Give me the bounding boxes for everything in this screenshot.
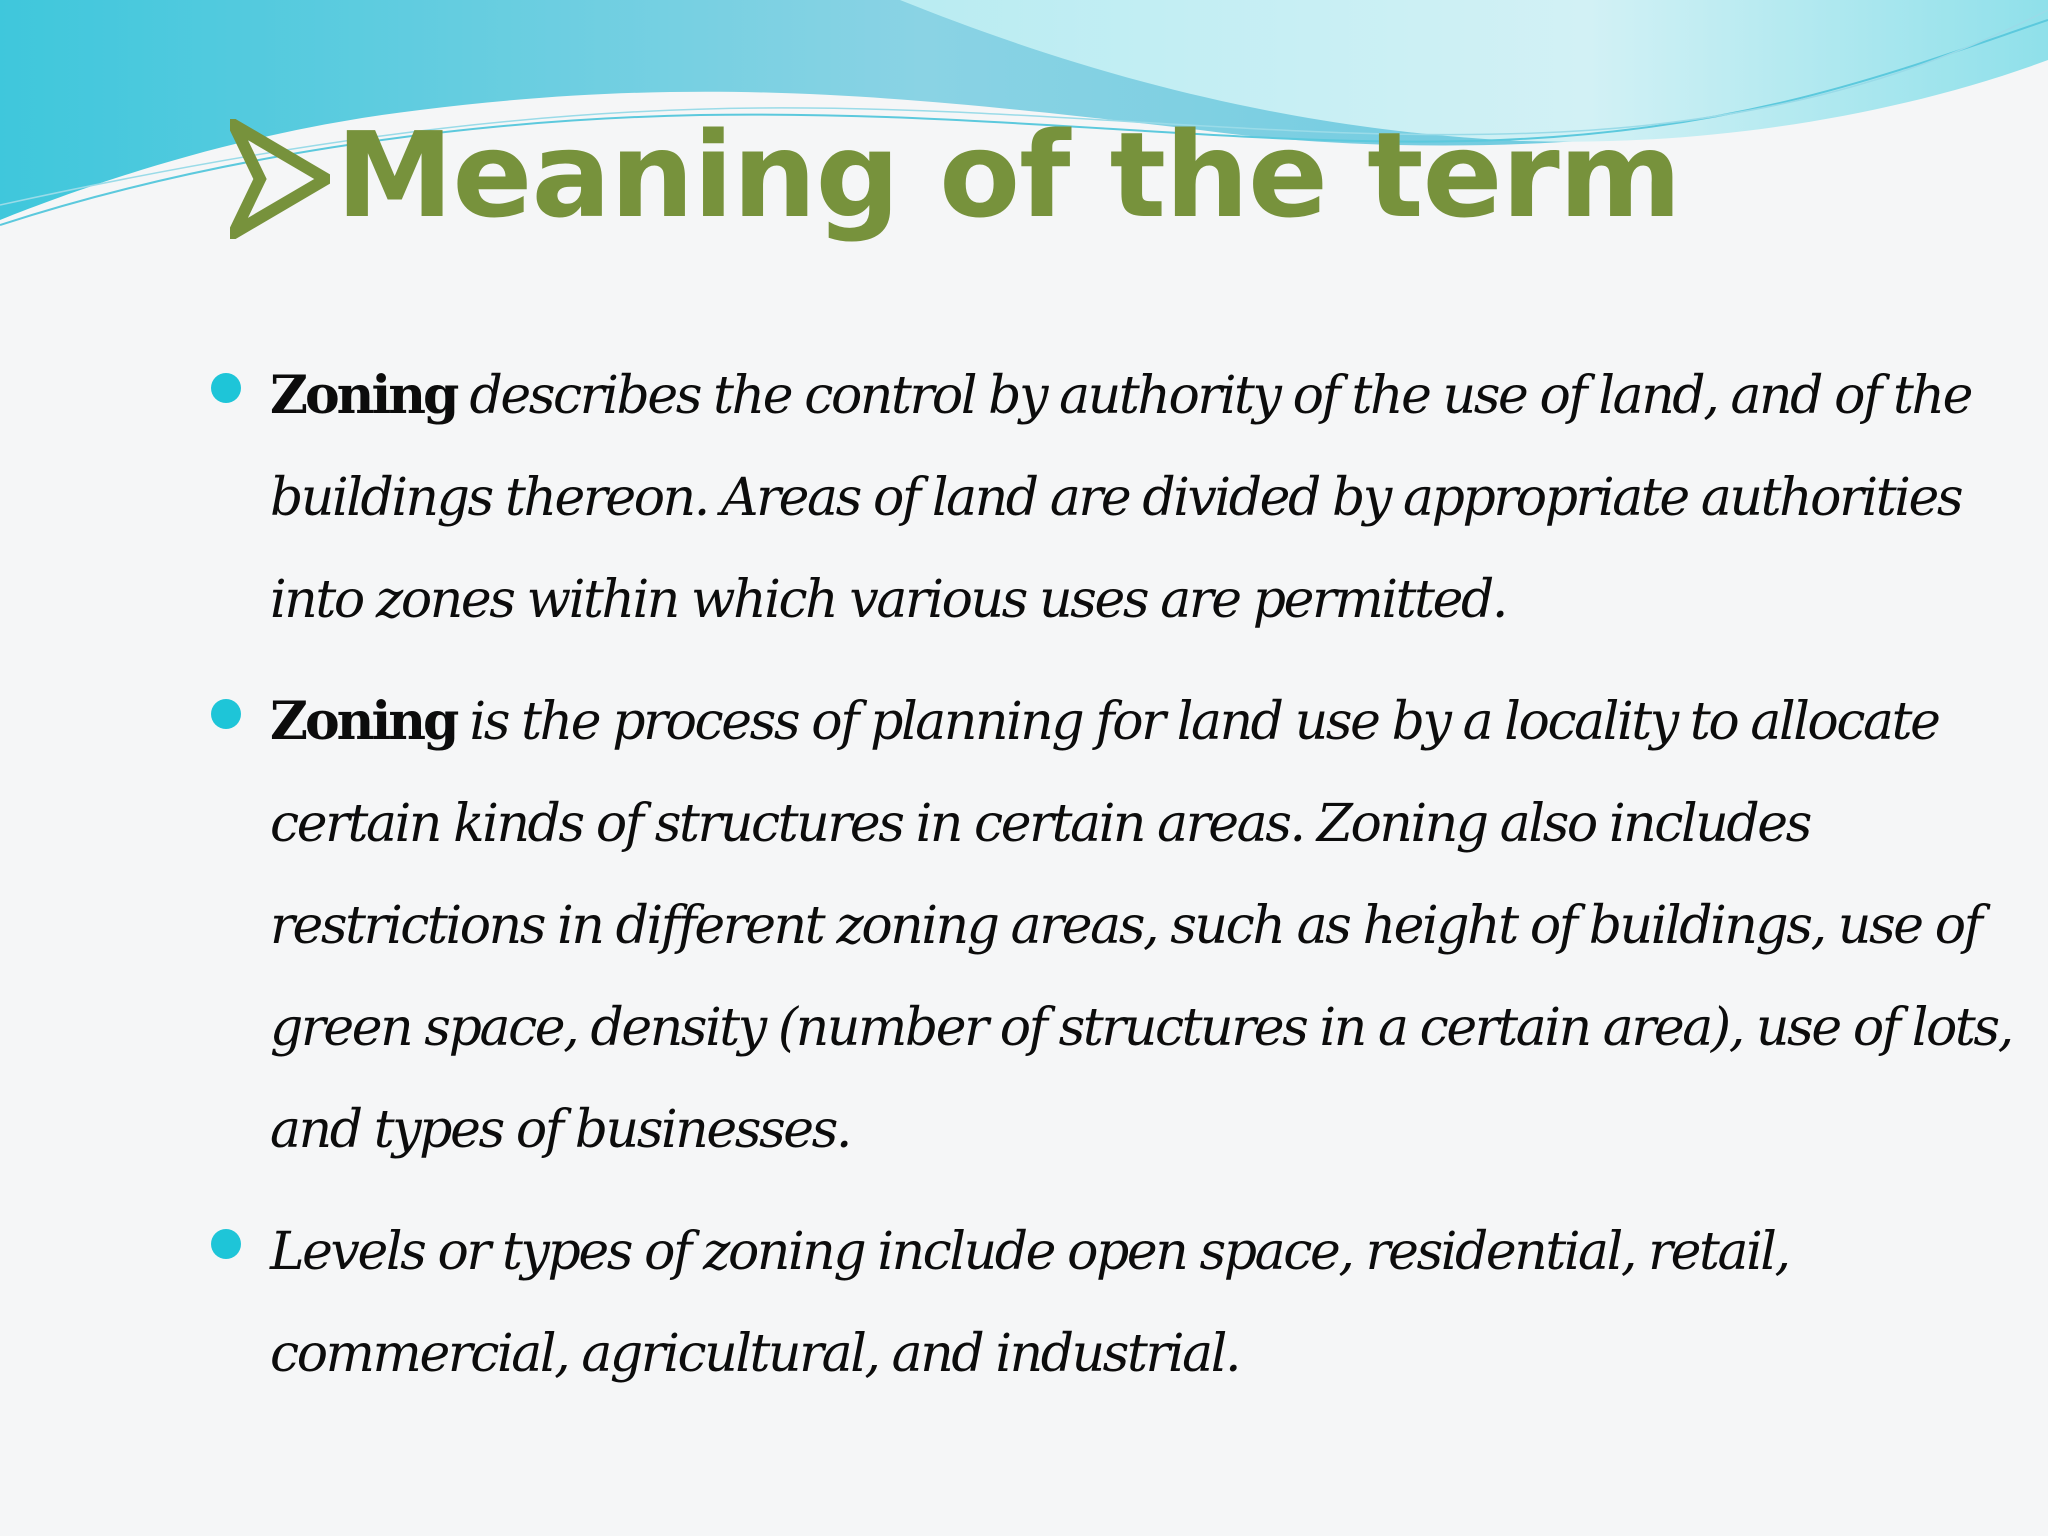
bullet-term: Zoning [270,691,457,752]
bullet-text [270,1201,2035,1405]
bullet-text [270,671,2035,1181]
list-item [205,1201,2035,1405]
bullet-body: Levels or types of zoning include open space, residential, retail, commercial, agricultural, and industrial. [270,1222,1789,1384]
bullet-text [270,345,2035,651]
bullet-list [205,345,2035,1425]
list-item [205,671,2035,1181]
bullet-body: is the process of planning for land use by a locality to allocate certain kinds of structures in certain areas. Zoning also includes restrictions in different zoning areas, such as height of buildings, use of green space, density (number of structures in a certain area), use of lots, and types of businesses. [270,692,2012,1160]
arrowhead-icon [230,119,330,239]
round-bullet-icon [211,699,241,729]
slide-title-text: Meaning of the term [336,106,1681,244]
slide-title [230,100,1681,250]
list-item [205,345,2035,651]
bullet-body: describes the control by authority of the use of land, and of the buildings thereon. Areas of land are divided by appropriate authorities into zones within which various uses are permitted. [270,366,1972,630]
round-bullet-icon [211,1229,241,1259]
bullet-term: Zoning [270,365,457,426]
round-bullet-icon [211,373,241,403]
